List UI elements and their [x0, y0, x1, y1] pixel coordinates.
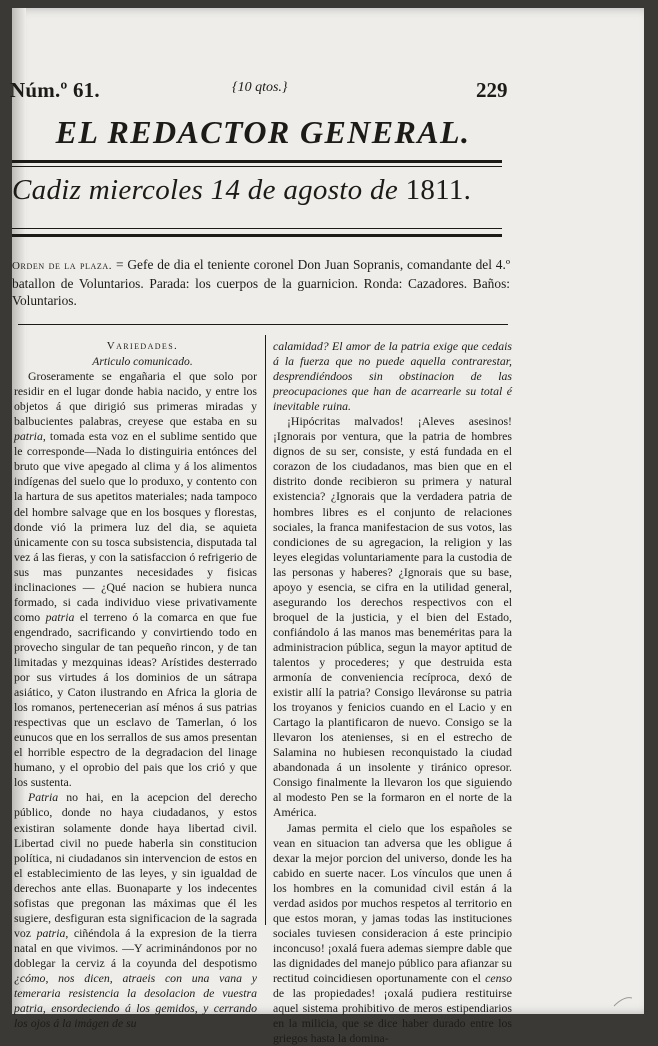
orden-text: = Gefe de dia el teniente coronel Don Juan Sopranis, comandante del 4.º batallon de Voluntarios. Parada: los cuerpos de la guarnicion. Ronda: Cazadores. Baños: Voluntarios. [12, 257, 510, 308]
italic-run: Patria [28, 790, 58, 804]
italic-run: patria [14, 429, 43, 443]
orden-de-la-plaza [12, 256, 510, 309]
section-separator-rule [18, 324, 508, 325]
issue-number: Núm.º 61. [10, 78, 100, 103]
text-run: , tomada esta voz en el sublime sentido que le corresponde—Nada lo distinguiria entónces del bruto que vive apegado al clima y á los alimentos indígenas del suelo que lo produxo, y contento con la hartura de sus apetitos materiales; nada tampoco del hombre salvage que en los bosques y florestas, donde vió la primera luz del dia, se aquieta únicamente con su tosca subsistencia, disputada tal vez á las fieras, y con la satisfaccion ó refrigerio de sus mas punzantes necesidades y fisicas inclinaciones — ¿Qué nacion se hubiera nunca formado, si cada individuo viese privativamente como [14, 429, 257, 624]
title-rule-thin [12, 166, 502, 167]
text-run: el terreno ó la comarca en que fue engendrado, sacrificando y convirtiendo todo en provecho singular de tan pequeño rincon, y de tan limitadas y mezquinas ideas? Arístides desterrado por sus virtudes á los dominios de un sátrapa asiático, y Caton ilustrando en Africa la gloria de los romanos, pertenecerian así ménos á sus patrias respectivas que un esclavo de Tamerlan, ó los eunucos que en los serrallos de sus amos presentan el horrible espectro de la degradacion del linage humano, y el oprobio del pais que los crió y que los sustenta. [14, 610, 257, 790]
dateline-year: 1811. [406, 174, 472, 206]
paragraph [273, 821, 512, 1046]
newspaper-page [12, 8, 644, 1014]
paragraph [14, 790, 257, 1031]
dateline-rule-thick [12, 234, 502, 237]
section-subheading: Articulo comunicado. [14, 354, 257, 369]
dateline-rule-thin [12, 228, 502, 229]
page-number: 229 [476, 78, 508, 103]
newspaper-title: EL REDACTOR GENERAL. [28, 114, 498, 151]
article-column-right [273, 339, 512, 1046]
italic-run: patria [37, 926, 66, 940]
column-divider [265, 335, 266, 925]
text-run: Groseramente se engañaria el que solo por residir en el lugar donde habia nacido, y entre los objetos á que dirigió sus primeras miradas y balbucientes palabras, creyese que estaba en su [14, 369, 257, 428]
orden-label: Orden de la plaza. [12, 260, 112, 272]
italic-run: ¿cómo, nos dicen, atraeis con una vana y temeraria resistencia la desolacion de vuestra patria, ensordeciendo á los gemidos, y cerrando los ojos á la imágen de su [14, 971, 257, 1030]
text-run: Jamas permita el cielo que los españoles se vean en situacion tan adversa que les obligue á dexar la mejor porcion del universo, donde les ha cabido en suerte nacer. Los vínculos que unen á los hombres en la comunidad civil están á la verdad asidos por muchos respetos al territorio en que estos moran, y jamas todas las instituciones sociales tuviesen consideracion á este principio inconcuso! ¡oxalá fuera ademas siempre dable que las dignidades del manejo público para afianzar su rectitud coincidiesen oportunamente con el [273, 821, 512, 985]
text-run: no hai, en la acepcion del derecho público, donde no haya ciudadanos, y estos existiran solamente donde haya libertad civil. Libertad civil no puede haberla sin constitucion política, ni ciudadanos sin intervencion de estos en el establecimiento de las leyes, y sin igualdad de derechos ante ellas. Buonaparte y los indecentes sofistas que pregonan las máximas que él les sugiere, desfiguran esta significacion de la sagrada voz [14, 790, 257, 939]
italic-run: censo [485, 971, 512, 985]
title-rule-thick [12, 160, 502, 163]
article-column-left [14, 339, 257, 1031]
dateline [12, 174, 506, 207]
text-run: , ciñéndola á la expresion de la tierra natal en que vivimos. —Y acriminándonos por no doblegar la cerviz á la coyunda del despotismo [14, 926, 257, 970]
text-run: de las propiedades! ¡oxalá pudiera restituirse aquel sistema prohibitivo de meros estipendiarios en la milicia, que se dice haber durado entre los griegos hasta la domina- [273, 986, 512, 1045]
paragraph [14, 369, 257, 790]
paragraph: ¡Hipócritas malvados! ¡Aleves asesinos! ¡Ignorais por ventura, que la patria de hombres dignos de su ser, consiste, y está fundada en el corazon de los ciudadanos, mas bien que en el distrito donde recibieron su primera y natural existencia? ¿Ignorais que la verdadera patria de hombres libres es el conjunto de relaciones sociales, la franca manifestacion de sus votos, las condiciones de su agregacion, la religion y las leyes elegidas voluntariamente para la custodia de las personas y haberes? ¿Ignorais que su base, apoyo y esencia, se cifra en la utilidad general, asegurando los derechos respectivos con el broquel de la justicia, y el bien del Estado, confiándolo á las manos mas beneméritas para la administracion pública, segun la mayor aptitud de talentos y procederes; y que destruida esta armonía de conveniencia recíproca, dexó de existir allí la patria? Consigo lleváronse su patria los troyanos y fenicios cuando en el Lacio y en Cartago la plantificaron de nuevo. Consigo se la llevaron los atenienses, si en el estrecho de Salamina no hubiesen reconquistado la ciudad abandonada á un insolente y tiránico opresor. Consigo finalmente la llevaron los que siguiendo al modesto Pen se la formaron en el norte de la América. [273, 414, 512, 820]
page-curl-mark [612, 994, 634, 1008]
paragraph: calamidad? El amor de la patria exige que cedais á la fuerza que no puede aquella contrarestar, desprendiéndoos sin obstinacion de las preocupaciones que han de acarrearle su total é inevitable ruina. [273, 339, 512, 414]
section-heading: Variedades. [14, 339, 257, 354]
italic-run: patria [46, 610, 75, 624]
masthead-top-line [12, 78, 644, 108]
issue-price: {10 qtos.} [232, 80, 288, 96]
dateline-text: Cadiz miercoles 14 de agosto de [12, 174, 398, 206]
